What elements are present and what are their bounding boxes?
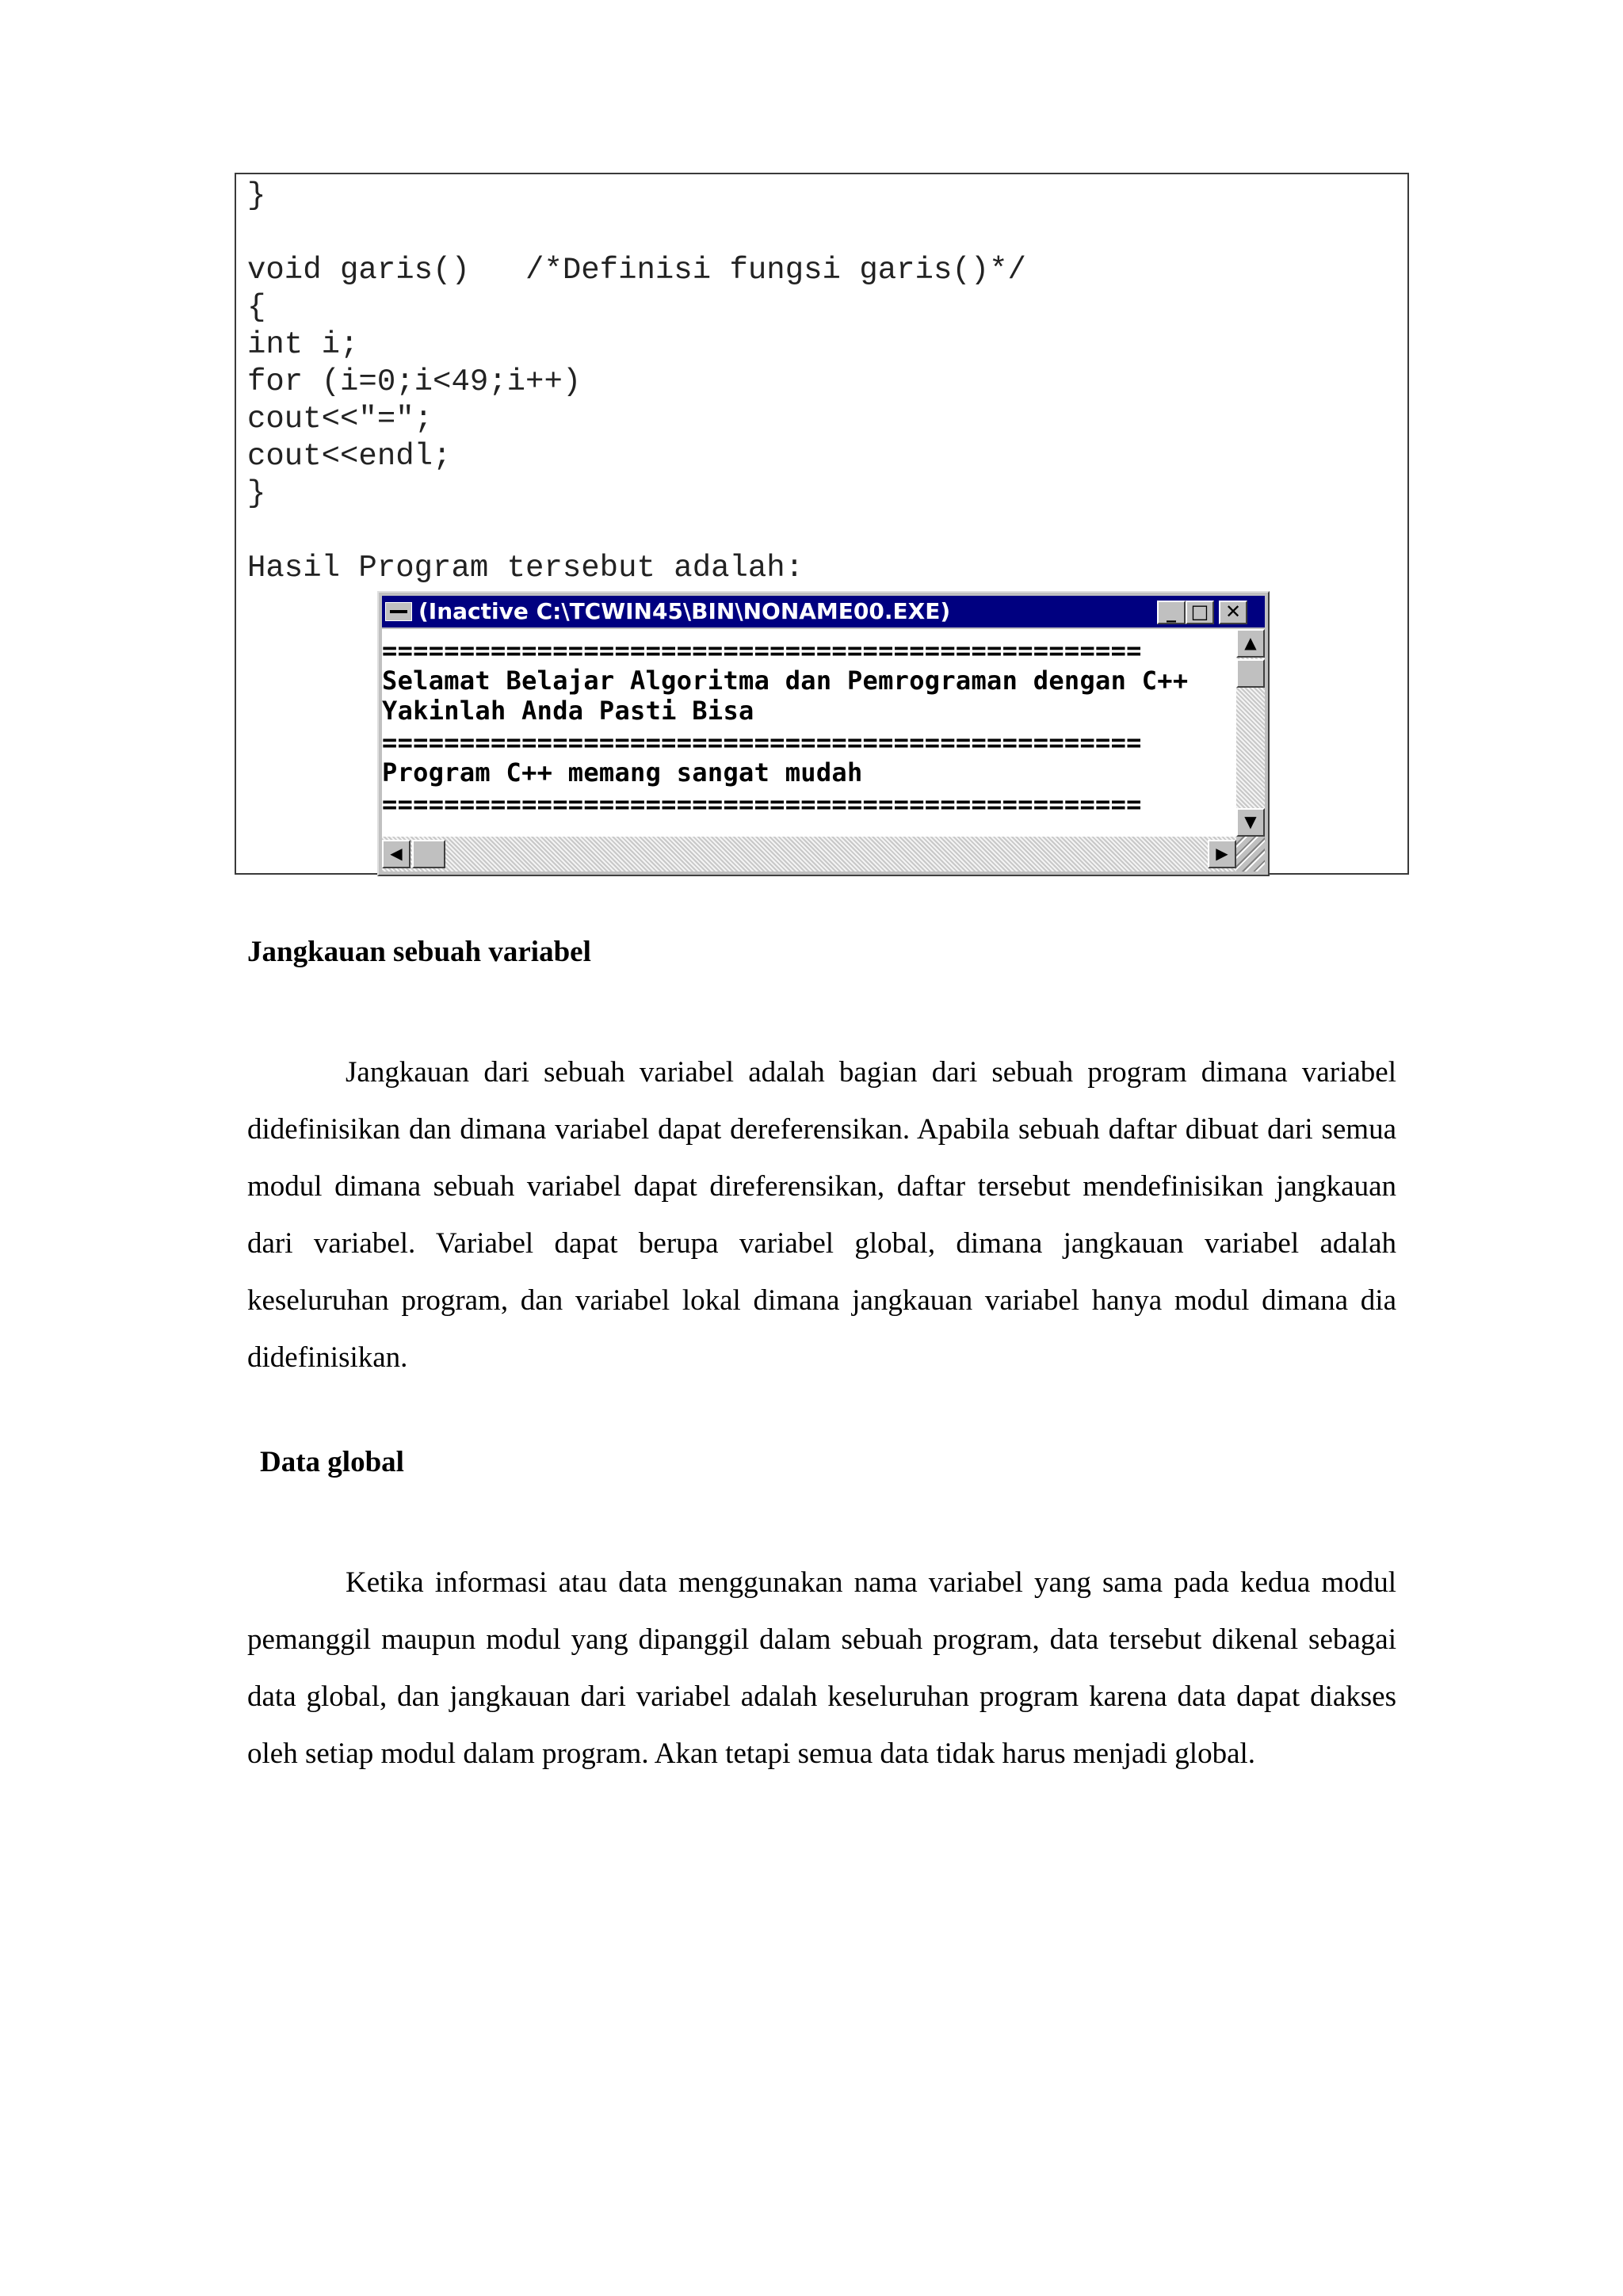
vertical-scroll-thumb[interactable] xyxy=(1236,659,1265,688)
console-output xyxy=(382,629,1236,837)
vertical-scrollbar[interactable] xyxy=(1236,629,1265,837)
window-title: (Inactive C:\TCWIN45\BIN\NONAME00.EXE) xyxy=(418,598,951,624)
section-heading: Data global xyxy=(260,1446,404,1478)
output-line: ================================================= xyxy=(382,727,1142,757)
body-paragraph: Jangkauan dari sebuah variabel adalah bagian dari sebuah program dimana variabel didefinisikan dan dimana variabel dapat dereferensikan. Apabila sebuah daftar dibuat dari semua modul dimana sebuah variabel dapat direferensikan, daftar tersebut mendefinisikan jangkauan dari variabel. Variabel dapat berupa variabel global, dimana jangkauan variabel adalah keseluruhan program, dan variabel lokal dimana jangkauan variabel hanya modul dimana dia didefinisikan. xyxy=(247,1056,1396,1374)
window-titlebar[interactable] xyxy=(382,596,1265,627)
code-line: { xyxy=(247,290,266,325)
output-line: Yakinlah Anda Pasti Bisa xyxy=(382,696,754,726)
section-heading: Jangkauan sebuah variabel xyxy=(247,936,591,968)
scroll-right-icon[interactable]: ▶ xyxy=(1208,840,1236,868)
code-line: } xyxy=(247,476,266,511)
scroll-left-icon[interactable]: ◀ xyxy=(382,840,411,868)
scroll-up-icon[interactable]: ▲ xyxy=(1236,629,1265,658)
output-line: Selamat Belajar Algoritma dan Pemrograman dengan C++ xyxy=(382,666,1189,696)
maximize-button[interactable]: □ xyxy=(1186,601,1214,624)
horizontal-scrollbar[interactable] xyxy=(382,837,1236,871)
program-output-window xyxy=(377,591,1270,876)
output-line: Program C++ memang sangat mudah xyxy=(382,757,863,788)
code-line: Hasil Program tersebut adalah: xyxy=(247,551,804,585)
close-button[interactable]: ✕ xyxy=(1219,601,1247,624)
body-paragraph: Ketika informasi atau data menggunakan nama variabel yang sama pada kedua modul pemanggil maupun modul yang dipanggil dalam sebuah program, data tersebut dikenal sebagai data global, dan jangkauan dari variabel adalah keseluruhan program karena data dapat diakses oleh setiap modul dalam program. Akan tetapi semua data tidak harus menjadi global. xyxy=(247,1566,1396,1770)
system-menu-icon[interactable] xyxy=(385,602,412,621)
code-line: } xyxy=(247,178,266,213)
output-line: ================================================= xyxy=(382,789,1142,819)
code-listing-box xyxy=(235,173,1409,875)
code-line: cout<<endl; xyxy=(247,439,452,474)
code-line: int i; xyxy=(247,327,359,362)
output-line: ================================================= xyxy=(382,635,1142,666)
scroll-down-icon[interactable]: ▼ xyxy=(1236,808,1265,837)
resize-grip-icon[interactable] xyxy=(1236,837,1265,871)
horizontal-scroll-thumb[interactable] xyxy=(412,840,445,868)
code-line: for (i=0;i<49;i++) xyxy=(247,364,582,399)
code-line: cout<<"="; xyxy=(247,402,433,437)
minimize-button[interactable]: _ xyxy=(1157,601,1186,624)
code-line: void garis() /*Definisi fungsi garis()*/ xyxy=(247,253,1026,288)
